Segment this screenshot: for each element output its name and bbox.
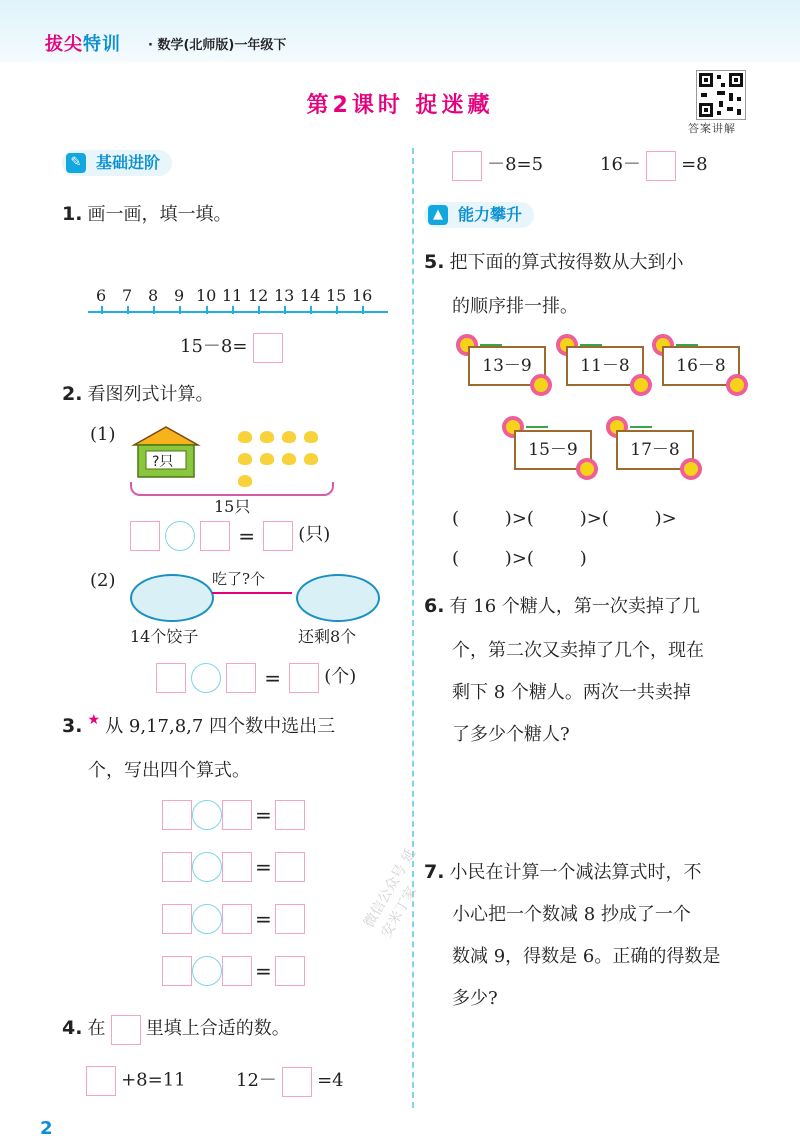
unit-label: (个) <box>324 666 357 687</box>
series-title: · 数学(北师版)一年级下 <box>148 38 287 53</box>
operator-circle[interactable] <box>192 904 222 934</box>
tick-label: 15 <box>326 286 347 305</box>
tick-mark <box>232 306 234 314</box>
climber-icon: ▲ <box>428 205 448 225</box>
tick-label: 6 <box>96 286 107 305</box>
question-text-line2: 小心把一个数减 8 抄成了一个 <box>452 904 691 925</box>
equals-sign: = <box>255 855 272 879</box>
expression-card: 17－8 <box>616 430 694 470</box>
expression-card: 11－8 <box>566 346 644 386</box>
house-label: ?只 <box>152 454 174 470</box>
tick-label: 7 <box>122 286 133 305</box>
q1-equation <box>180 332 283 363</box>
example-box <box>111 1015 141 1045</box>
unit-label: (只) <box>298 524 331 545</box>
question-text: 看图列式计算。 <box>87 384 214 405</box>
equation-text: 12－ <box>236 1070 277 1091</box>
operator-circle[interactable] <box>165 521 195 551</box>
equals-sign: = <box>255 959 272 983</box>
q4-equation-3 <box>452 150 543 181</box>
lesson-title: 第2课时 捉迷藏 <box>306 93 494 118</box>
total-label: 15只 <box>214 497 251 516</box>
equation-text: 15－8= <box>180 336 248 357</box>
answer-box[interactable] <box>222 800 252 830</box>
question-text: 在 <box>87 1018 106 1039</box>
left-caption: 14个饺子 <box>130 627 199 646</box>
question-text: 有 16 个糖人，第一次卖掉了几 <box>449 596 700 617</box>
q3-equation-1 <box>162 800 305 830</box>
q2-part1-equation <box>130 520 330 551</box>
part-label: (1) <box>90 424 116 445</box>
answer-box[interactable] <box>162 800 192 830</box>
equals-sign: = <box>255 907 272 931</box>
answer-box[interactable] <box>282 1067 312 1097</box>
page-number: 2 <box>40 1118 53 1139</box>
answer-box[interactable] <box>275 956 305 986</box>
arrow-icon <box>212 592 292 594</box>
dumpling-plate-left <box>130 574 214 622</box>
equation-text: =8 <box>681 154 708 175</box>
q3-equation-3 <box>162 904 305 934</box>
question-number: 6. <box>424 595 445 617</box>
order-answer-line1[interactable]: ( )>( )>( )> <box>452 508 677 529</box>
equation-text: －8=5 <box>487 154 544 175</box>
tick-mark <box>258 306 260 314</box>
tick-label: 16 <box>352 286 373 305</box>
tick-mark <box>362 306 364 314</box>
answer-box[interactable] <box>86 1066 116 1096</box>
operator-circle[interactable] <box>192 852 222 882</box>
question-number: 3. <box>62 715 83 737</box>
q3-equation-4 <box>162 956 305 986</box>
tick-mark <box>101 306 103 314</box>
order-answer-line2[interactable]: ( )>( ) <box>452 548 587 569</box>
question-text-line3: 数减 9，得数是 6。正确的得数是 <box>452 946 721 967</box>
question-number: 1. <box>62 203 83 225</box>
vine-icon <box>630 426 652 428</box>
question-3 <box>62 712 335 738</box>
flower-icon <box>530 374 552 396</box>
operator-circle[interactable] <box>192 956 222 986</box>
answer-box[interactable] <box>162 852 192 882</box>
section-ability-label: 能力攀升 <box>458 205 523 224</box>
eaten-label: 吃了?个 <box>212 570 266 588</box>
question-6 <box>424 592 700 618</box>
question-text: 从 9,17,8,7 四个数中选出三 <box>105 716 336 737</box>
question-text-line2: 个，写出四个算式。 <box>88 760 250 781</box>
question-text-line3: 剩下 8 个糖人。两次一共卖掉 <box>452 682 691 703</box>
answer-box[interactable] <box>162 956 192 986</box>
flower-icon <box>680 458 702 480</box>
chick-icon <box>260 453 274 465</box>
question-text: 小民在计算一个减法算式时，不 <box>449 862 702 883</box>
star-icon: ★ <box>87 712 101 728</box>
q2-part2-equation <box>156 662 356 693</box>
tick-label: 12 <box>248 286 269 305</box>
chick-icon <box>282 453 296 465</box>
question-4 <box>62 1014 290 1045</box>
tick-mark <box>284 306 286 314</box>
tick-mark <box>336 306 338 314</box>
flower-icon <box>630 374 652 396</box>
equals-sign: = <box>255 803 272 827</box>
answer-box[interactable] <box>253 333 283 363</box>
runner-icon: ✎ <box>66 153 86 173</box>
expression-card: 16－8 <box>662 346 740 386</box>
equation-text: +8=11 <box>121 1069 186 1091</box>
question-text-line4: 多少? <box>452 988 498 1009</box>
tick-mark <box>206 306 208 314</box>
chick-icon <box>304 453 318 465</box>
number-line <box>88 284 388 314</box>
house-image <box>130 425 202 479</box>
answer-box[interactable] <box>156 663 186 693</box>
equals-sign: = <box>238 523 256 548</box>
qr-label: 答案讲解 <box>688 122 736 135</box>
section-basic <box>62 150 172 176</box>
answer-box[interactable] <box>263 521 293 551</box>
answer-box[interactable] <box>130 521 160 551</box>
answer-box[interactable] <box>275 852 305 882</box>
answer-box[interactable] <box>226 663 256 693</box>
tick-mark <box>153 306 155 314</box>
chick-icon <box>260 431 274 443</box>
answer-box[interactable] <box>289 663 319 693</box>
equation-text: =4 <box>317 1070 344 1091</box>
section-ability <box>424 202 534 228</box>
question-text-line2: 的顺序排一排。 <box>452 296 578 317</box>
tick-mark <box>127 306 129 314</box>
flower-icon <box>576 458 598 480</box>
brand-logo: 拔尖特训 <box>45 34 121 55</box>
right-caption: 还剩8个 <box>298 627 357 646</box>
column-divider <box>412 148 414 1108</box>
question-text: 里填上合适的数。 <box>145 1018 290 1039</box>
tick-label: 8 <box>148 286 159 305</box>
answer-box[interactable] <box>222 852 252 882</box>
question-number: 2. <box>62 383 83 405</box>
equals-sign: = <box>264 665 282 690</box>
chick-icon <box>304 431 318 443</box>
tick-label: 11 <box>222 286 243 305</box>
expression-card: 13－9 <box>468 346 546 386</box>
tick-mark <box>310 306 312 314</box>
answer-box[interactable] <box>646 151 676 181</box>
operator-circle[interactable] <box>192 800 222 830</box>
question-text: 画一画，填一填。 <box>87 204 232 225</box>
answer-box[interactable] <box>222 956 252 986</box>
question-number: 5. <box>424 251 445 273</box>
dumpling-plate-right <box>296 574 380 622</box>
q4-equation-1 <box>86 1066 186 1096</box>
flower-icon <box>726 374 748 396</box>
chick-icon <box>282 431 296 443</box>
tick-label: 13 <box>274 286 295 305</box>
chick-icon <box>238 453 252 465</box>
vine-icon <box>526 426 548 428</box>
watermark: 微信公众号 延安米丁家 <box>361 845 421 941</box>
q4-equation-2 <box>236 1066 344 1097</box>
question-number: 7. <box>424 861 445 883</box>
question-text-line2: 个，第二次又卖掉了几个，现在 <box>452 640 704 661</box>
question-1 <box>62 200 232 226</box>
equation-text: 16－ <box>600 154 641 175</box>
expression-card: 15－9 <box>514 430 592 470</box>
q3-equation-2 <box>162 852 305 882</box>
tick-label: 9 <box>174 286 185 305</box>
question-5 <box>424 248 684 274</box>
answer-box[interactable] <box>452 151 482 181</box>
tick-label: 14 <box>300 286 321 305</box>
operator-circle[interactable] <box>191 663 221 693</box>
tick-label: 10 <box>196 286 217 305</box>
answer-box[interactable] <box>275 800 305 830</box>
question-number: 4. <box>62 1017 83 1039</box>
section-basic-label: 基础进阶 <box>96 153 161 172</box>
answer-box[interactable] <box>200 521 230 551</box>
answer-box[interactable] <box>162 904 192 934</box>
question-text-line4: 了多少个糖人? <box>452 724 570 745</box>
question-text: 把下面的算式按得数从大到小 <box>449 252 684 273</box>
part-label: (2) <box>90 570 116 591</box>
answer-box[interactable] <box>275 904 305 934</box>
answer-box[interactable] <box>222 904 252 934</box>
tick-mark <box>179 306 181 314</box>
q4-equation-4 <box>600 150 708 181</box>
question-2 <box>62 380 214 406</box>
chick-icon <box>238 431 252 443</box>
qr-code-icon[interactable] <box>696 70 746 120</box>
